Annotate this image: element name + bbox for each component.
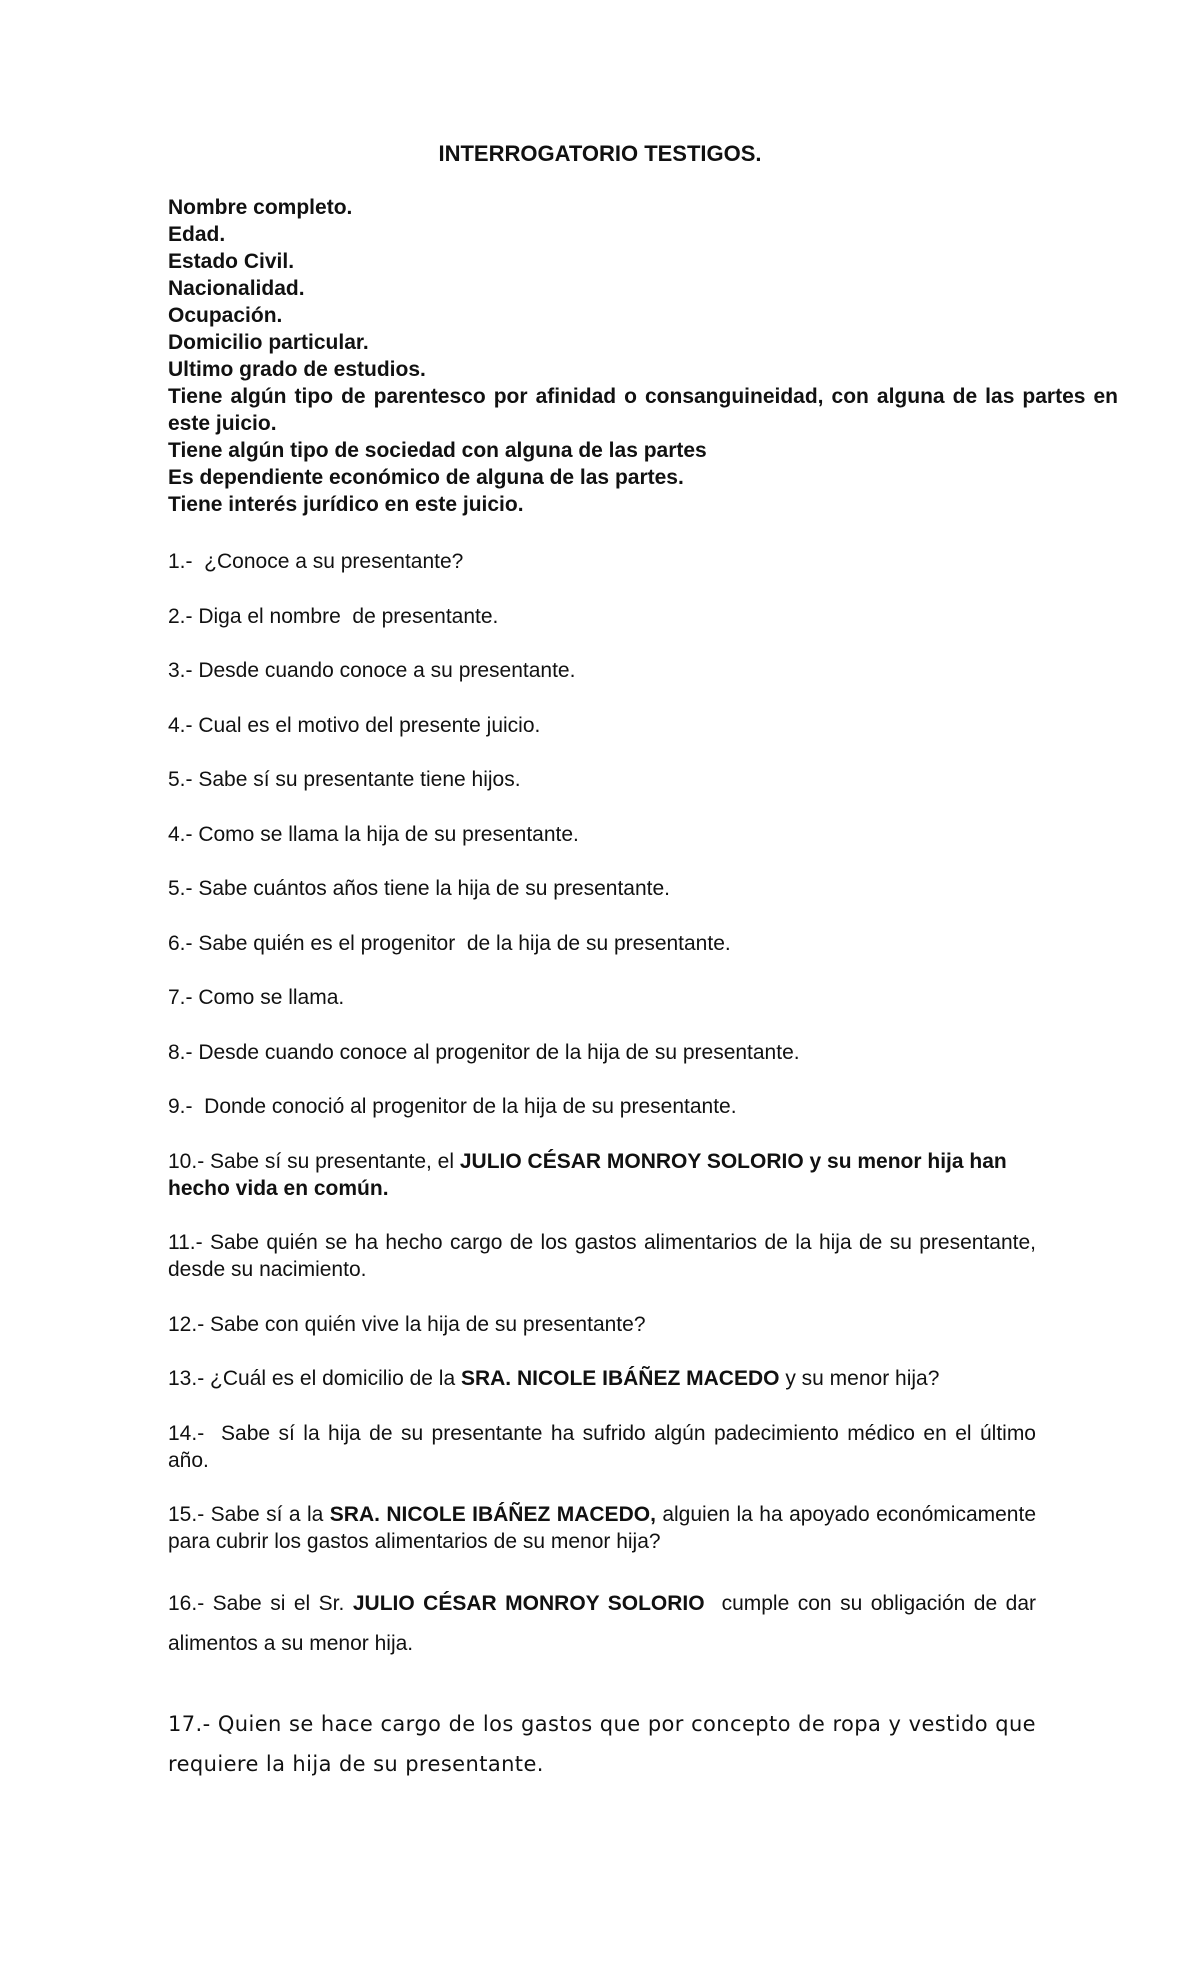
- question-13-text: 13.- ¿Cuál es el domicilio de la: [168, 1367, 461, 1390]
- question-1: 1.- ¿Conoce a su presentante?: [168, 550, 464, 573]
- field-item: Nacionalidad.: [168, 277, 305, 300]
- field-item: Tiene algún tipo de parentesco por afinidad o consanguineidad, con alguna de las partes en este juicio.: [168, 385, 1118, 435]
- field-item: Estado Civil.: [168, 250, 295, 273]
- question-15: [168, 1501, 1042, 1555]
- question-16: [168, 1584, 1042, 1664]
- question-10-text: 10.- Sabe sí su presentante, el: [168, 1150, 460, 1173]
- question-15-name: SRA. NICOLE IBÁÑEZ MACEDO,: [329, 1503, 656, 1526]
- question-4: 4.- Cual es el motivo del presente juicio.: [168, 714, 541, 737]
- question-16-text: 16.- Sabe si el Sr.: [168, 1592, 353, 1615]
- question-13-name: SRA. NICOLE IBÁÑEZ MACEDO: [460, 1367, 780, 1390]
- field-item: Edad.: [168, 223, 226, 246]
- question-13-end: y su menor hija?: [779, 1367, 940, 1390]
- document-title: INTERROGATORIO TESTIGOS.: [438, 141, 762, 166]
- question-5b: 5.- Sabe cuántos años tiene la hija de su presentante.: [168, 877, 671, 900]
- question-17: 17.- Quien se hace cargo de los gastos que por concepto de ropa y vestido que requiere la hija de su presentante.: [168, 1712, 1044, 1776]
- question-14: 14.- Sabe sí la hija de su presentante ha sufrido algún padecimiento médico en el último año.: [168, 1422, 1042, 1472]
- witness-data-fields: [168, 194, 1118, 518]
- question-16-name: JULIO CÉSAR MONROY SOLORIO: [352, 1592, 705, 1615]
- question-11: 11.- Sabe quién se ha hecho cargo de los gastos alimentarios de la hija de su presentante, desde su nacimiento.: [168, 1231, 1042, 1281]
- field-item: Ultimo grado de estudios.: [168, 358, 426, 381]
- question-7: 7.- Como se llama.: [168, 986, 345, 1009]
- question-15-end: alguien la ha apoyado económicamente para cubrir los gastos alimentarios de su menor hija?: [168, 1503, 1042, 1553]
- field-item: Tiene algún tipo de sociedad con alguna de las partes: [168, 439, 707, 462]
- question-15-text: 15.- Sabe sí a la: [168, 1503, 330, 1526]
- question-16-end: cumple con su obligación de dar alimentos a su menor hija.: [168, 1592, 1042, 1655]
- question-8: 8.- Desde cuando conoce al progenitor de la hija de su presentante.: [168, 1041, 800, 1064]
- question-6: 6.- Sabe quién es el progenitor de la hija de su presentante.: [168, 932, 731, 955]
- field-item: Ocupación.: [168, 304, 283, 327]
- question-2: 2.- Diga el nombre de presentante.: [168, 605, 499, 628]
- field-item: Nombre completo.: [168, 196, 353, 219]
- field-item: Domicilio particular.: [168, 331, 369, 354]
- question-5: 5.- Sabe sí su presentante tiene hijos.: [168, 768, 521, 791]
- question-12: 12.- Sabe con quién vive la hija de su presentante?: [168, 1313, 646, 1336]
- question-3: 3.- Desde cuando conoce a su presentante.: [168, 659, 576, 682]
- question-10: [168, 1148, 1028, 1202]
- question-4b: 4.- Como se llama la hija de su presentante.: [168, 823, 579, 846]
- field-item: Es dependiente económico de alguna de las partes.: [168, 466, 684, 489]
- question-9: 9.- Donde conoció al progenitor de la hija de su presentante.: [168, 1095, 737, 1118]
- question-13: [168, 1365, 1036, 1392]
- question-10-bold: JULIO CÉSAR MONROY SOLORIO y su menor hija han hecho vida en común.: [168, 1150, 1013, 1200]
- field-item: Tiene interés jurídico en este juicio.: [168, 493, 524, 516]
